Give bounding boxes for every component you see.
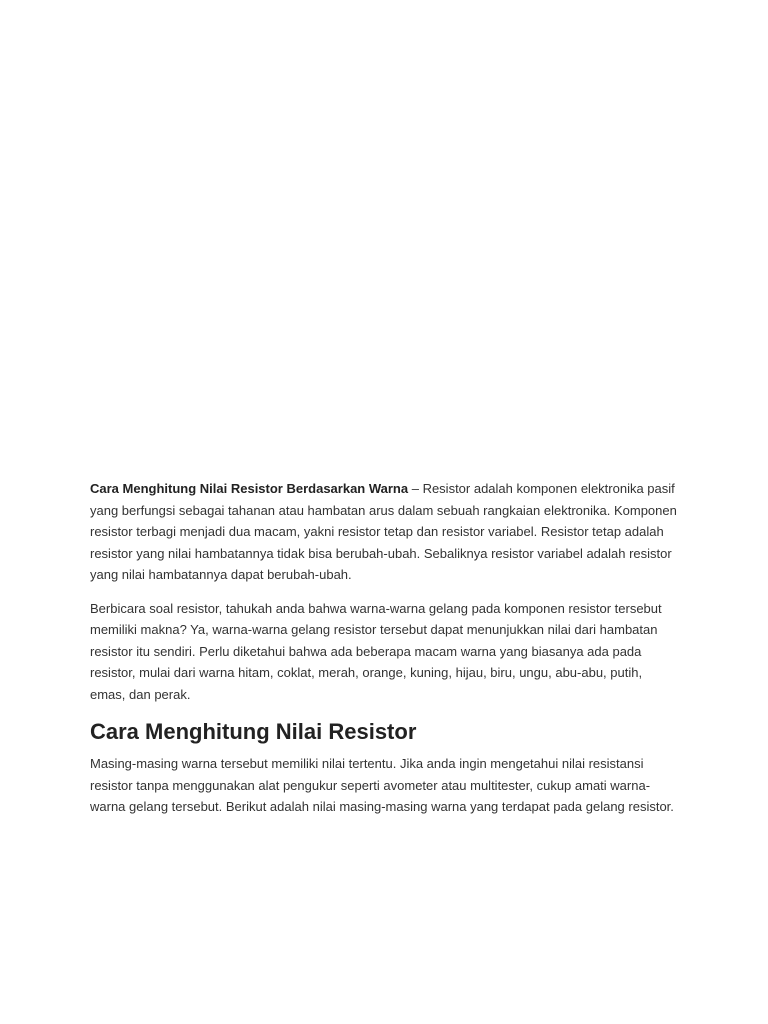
section-heading: Cara Menghitung Nilai Resistor — [90, 719, 417, 744]
intro-text: – Resistor adalah komponen elektronika pasif yang berfungsi sebagai tahanan atau hambatan arus dalam sebuah rangkaian elektronika. Komponen resistor terbagi menjadi dua macam, yakni resistor tetap dan resistor variabel. Resistor tetap adalah resistor yang nilai hambatannya tidak bisa berubah-ubah. Sebaliknya resistor variabel adalah resistor yang nilai hambatannya dapat berubah-ubah. — [90, 481, 677, 582]
intro-paragraph — [90, 478, 680, 586]
intro-bold-text: Cara Menghitung Nilai Resistor Berdasarkan Warna — [90, 481, 409, 496]
article-body — [90, 478, 680, 830]
paragraph-color-values: Masing-masing warna tersebut memiliki nilai tertentu. Jika anda ingin mengetahui nilai resistansi resistor tanpa menggunakan alat pengukur seperti avometer atau multitester, cukup amati warna-warna gelang tersebut. Berikut adalah nilai masing-masing warna yang terdapat pada gelang resistor. — [90, 756, 674, 814]
paragraph-resistor-colors: Berbicara soal resistor, tahukah anda bahwa warna-warna gelang pada komponen resistor tersebut memiliki makna? Ya, warna-warna gelang resistor tersebut dapat menunjukkan nilai dari hambatan resistor itu sendiri. Perlu diketahui bahwa ada beberapa macam warna yang biasanya ada pada resistor, mulai dari warna hitam, coklat, merah, orange, kuning, hijau, biru, ungu, abu-abu, putih, emas, dan perak. — [90, 600, 662, 702]
